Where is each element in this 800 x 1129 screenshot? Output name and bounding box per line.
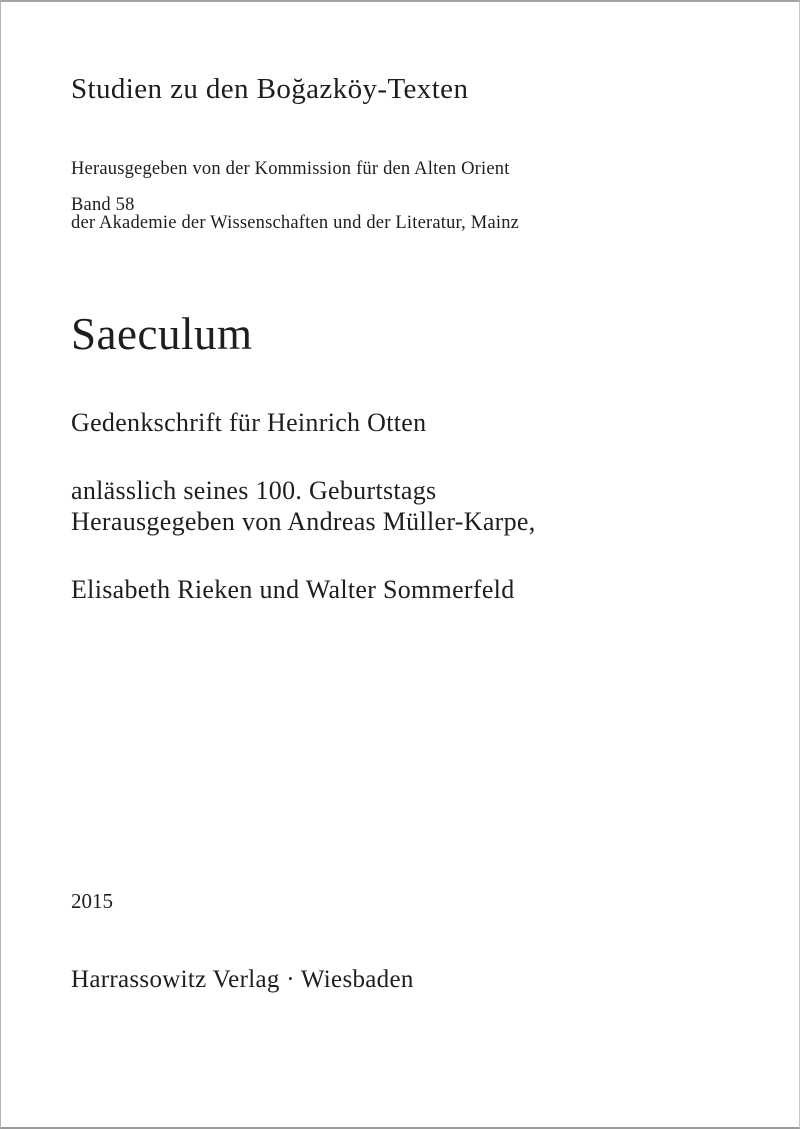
book-editors bbox=[71, 471, 536, 641]
book-title: Saeculum bbox=[71, 309, 253, 359]
book-subtitle-line-1: Gedenkschrift für Heinrich Otten bbox=[71, 408, 427, 437]
publication-year: 2015 bbox=[71, 889, 113, 913]
publisher-imprint: Harrassowitz Verlag · Wiesbaden bbox=[71, 966, 414, 993]
series-volume-number: Band 58 bbox=[71, 195, 135, 215]
series-editor-note bbox=[71, 129, 519, 264]
book-editors-line-1: Herausgegeben von Andreas Müller-Karpe, bbox=[71, 507, 536, 536]
book-editors-line-2: Elisabeth Rieken und Walter Sommerfeld bbox=[71, 575, 515, 604]
series-editor-line-1: Herausgegeben von der Kommission für den Alten Orient bbox=[71, 159, 510, 179]
series-title: Studien zu den Boğazköy-Texten bbox=[71, 73, 469, 105]
book-subtitle-line-2: anlässlich seines 100. Geburtstags bbox=[71, 476, 437, 505]
series-editor-line-2: der Akademie der Wissenschaften und der Literatur, Mainz bbox=[71, 213, 520, 233]
